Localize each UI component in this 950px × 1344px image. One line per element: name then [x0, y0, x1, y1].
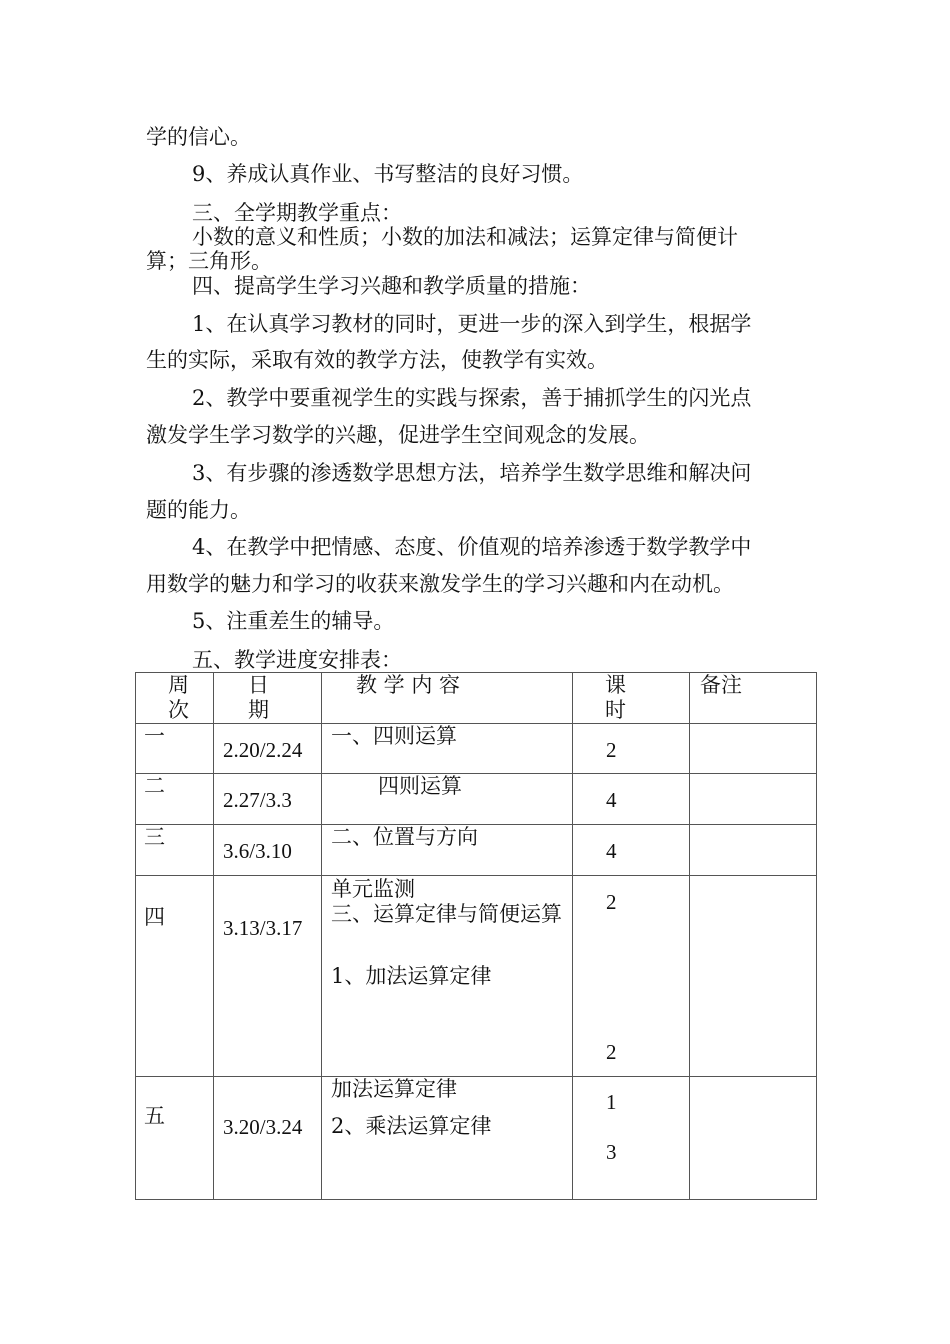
- cell-date: 3.20/3.24: [214, 1077, 322, 1200]
- measure-item-1: 1、在认真学习教材的同时，更进一步的深入到学生，根据学: [192, 312, 752, 336]
- measure-item-1-cont: 生的实际，采取有效的教学方法，使教学有实效。: [146, 348, 608, 372]
- cell-hours: 4: [573, 825, 690, 876]
- measure-item-5: 5、注重差生的辅导。: [192, 609, 395, 633]
- cell-content: 加法运算定律 2、乘法运算定律: [322, 1077, 573, 1200]
- table-row: [136, 724, 817, 774]
- table-row: [136, 825, 817, 876]
- measure-item-3-cont: 题的能力。: [146, 498, 251, 522]
- header-content: 教 学 内 容: [322, 673, 573, 724]
- cell-notes: [690, 724, 817, 774]
- paragraph-text: 算；三角形。: [146, 249, 272, 273]
- paragraph-text: 小数的意义和性质；小数的加法和减法；运算定律与简便计: [192, 225, 738, 249]
- cell-content: 一、四则运算: [322, 724, 573, 774]
- table-row: [136, 774, 817, 825]
- cell-hours: 4: [573, 774, 690, 825]
- cell-date: 3.13/3.17: [214, 876, 322, 1077]
- section-heading-5: 五、教学进度安排表：: [192, 648, 402, 672]
- paragraph-text: 学的信心。: [146, 125, 251, 149]
- cell-date: 3.6/3.10: [214, 825, 322, 876]
- measure-item-4-cont: 用数学的魅力和学习的收获来激发学生的学习兴趣和内在动机。: [146, 572, 734, 596]
- measure-item-2-cont: 激发学生学习数学的兴趣，促进学生空间观念的发展。: [146, 423, 650, 447]
- cell-date: 2.20/2.24: [214, 724, 322, 774]
- section-heading-4: 四、提高学生学习兴趣和教学质量的措施：: [192, 274, 591, 298]
- cell-notes: [690, 1077, 817, 1200]
- table-row: [136, 876, 817, 1077]
- header-hours: 课 时: [573, 673, 690, 724]
- cell-hours: 2 2: [573, 876, 690, 1077]
- cell-week: 三: [136, 825, 214, 876]
- table-header-row: [136, 673, 817, 724]
- table-row: [136, 1077, 817, 1200]
- cell-date: 2.27/3.3: [214, 774, 322, 825]
- cell-week: 五: [136, 1077, 214, 1200]
- cell-week: 一: [136, 724, 214, 774]
- section-heading-3: 三、全学期教学重点：: [192, 201, 402, 225]
- cell-content: 单元监测 三、运算定律与简便运算 1、加法运算定律: [322, 876, 573, 1077]
- cell-hours: 2: [573, 724, 690, 774]
- header-date: 日 期: [214, 673, 322, 724]
- cell-hours: 1 3: [573, 1077, 690, 1200]
- schedule-table: [135, 672, 817, 1200]
- cell-notes: [690, 876, 817, 1077]
- cell-week: 二: [136, 774, 214, 825]
- cell-content: 四则运算: [322, 774, 573, 825]
- header-week: 周 次: [136, 673, 214, 724]
- measure-item-4: 4、在教学中把情感、态度、价值观的培养渗透于数学教学中: [192, 535, 752, 559]
- cell-notes: [690, 825, 817, 876]
- header-notes: 备注: [690, 673, 817, 724]
- paragraph-item-9: 9、养成认真作业、书写整洁的良好习惯。: [192, 162, 584, 186]
- measure-item-2: 2、教学中要重视学生的实践与探索，善于捕抓学生的闪光点: [192, 386, 752, 410]
- cell-content: 二、位置与方向: [322, 825, 573, 876]
- cell-week: 四: [136, 876, 214, 1077]
- measure-item-3: 3、有步骤的渗透数学思想方法，培养学生数学思维和解决问: [192, 461, 752, 485]
- cell-notes: [690, 774, 817, 825]
